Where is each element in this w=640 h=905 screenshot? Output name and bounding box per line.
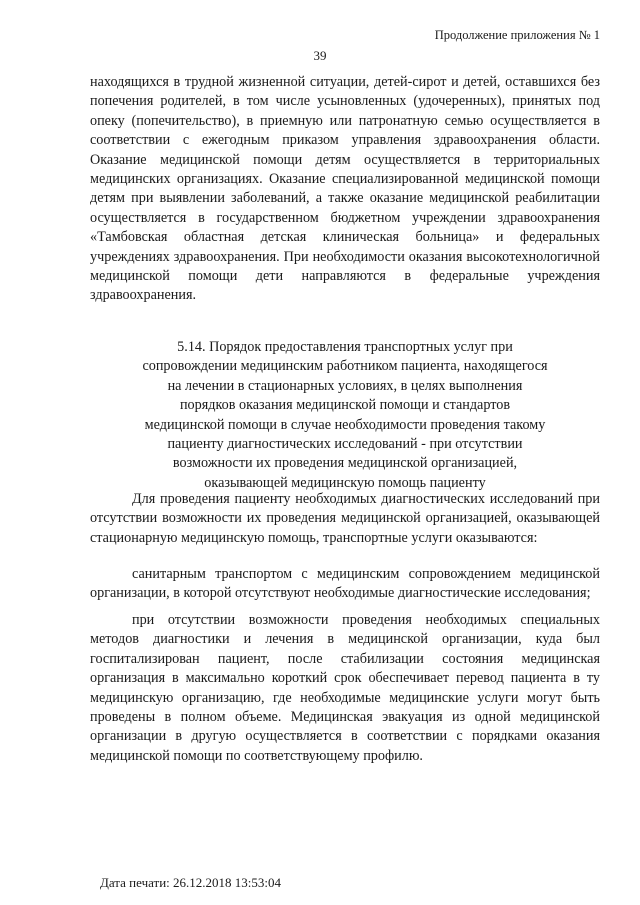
heading-line: 5.14. Порядок предоставления транспортных услуг при <box>177 339 513 355</box>
heading-line: оказывающей медицинскую помощь пациенту <box>204 474 486 491</box>
heading-line: медицинской помощи в случае необходимости проведения такому <box>144 416 546 433</box>
heading-line: возможности их проведения медицинской организацией, <box>172 455 518 472</box>
print-date-footer: Дата печати: 26.12.2018 13:53:04 <box>100 875 282 890</box>
paragraph-medical-evacuation: при отсутствии возможности проведения необходимых специальных методов диагностики и лечения в медицинской организации, куда был госпитализирован пациент, после стабилизации состояния медицинская организация в максимально короткий срок обеспечивает перевод пациента в ту медицинскую организацию, где необходимые медицинские услуги могут быть проведены в полном объеме. Медицинская эвакуация из одной медицинской организации в другую осуществляется в соответствии с порядками оказания медицинской помощи по соответствующему профилю. <box>90 612 600 764</box>
paragraph-sanitary-transport: санитарным транспортом с медицинским сопровождением медицинской организации, в которой отсутствуют необходимые диагностические исследования; <box>90 566 600 602</box>
section-heading-5-14 <box>90 338 600 493</box>
heading-line: сопровождении медицинским работником пациента, находящегося <box>142 358 548 375</box>
heading-line: пациенту диагностических исследований - при отсутствии <box>167 436 523 453</box>
appendix-continuation-label: Продолжение приложения № 1 <box>434 28 600 42</box>
heading-line: порядков оказания медицинской помощи и стандартов <box>179 397 511 414</box>
heading-line: на лечении в стационарных условиях, в целях выполнения <box>167 377 523 394</box>
paragraph-children-care: находящихся в трудной жизненной ситуации, детей-сирот и детей, оставшихся без попечения родителей, в том числе усыновленных (удочеренных), принятых под опеку (попечительство), в приемную или патронатную семью осуществляется в соответствии с ежегодным приказом управления здравоохранения области. Оказание медицинской помощи детям осуществляется в территориальных медицинских организациях. Оказание специализированной медицинской помощи детям при выявлении заболеваний, а также оказание медицинской реабилитации осуществляется в государственном бюджетном учреждении здравоохранения «Тамбовская областная детская клиническая больница» и федеральных учреждениях здравоохранения. При необходимости оказания высокотехнологичной медицинской помощи дети направляются в федеральные учреждения здравоохранения. <box>90 74 600 304</box>
paragraph-transport-services: Для проведения пациенту необходимых диагностических исследований при отсутствии возможности их проведения медицинской организацией, оказывающей стационарную медицинскую помощь, транспортные услуги оказываются: <box>90 491 600 546</box>
page-number: 39 <box>313 48 327 63</box>
